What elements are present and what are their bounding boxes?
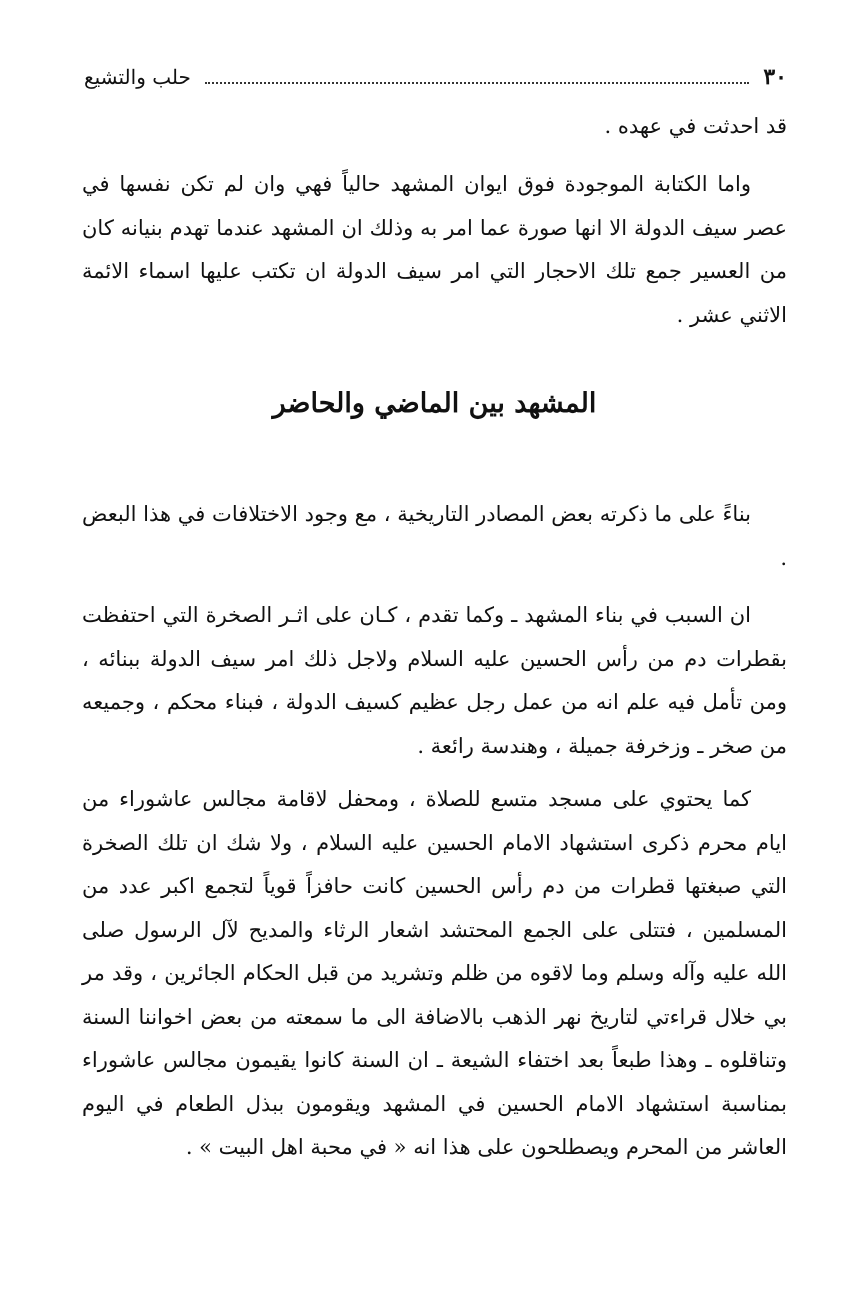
paragraph-inscription: واما الكتابة الموجودة فوق ايوان المشهد حالياً فهي وان لم تكن نفسها في عصر سيف الدولة الا انها صورة عما امر به وذلك ان المشهد عندما تهدم بنيانه كان من العسير جمع تلك الاحجار التي امر سيف الدولة ان تكتب عليها اسماء الائمة الاثني عشر . [82,172,787,327]
paragraph-reason: ان السبب في بناء المشهد ـ وكما تقدم ، كـان على اثـر الصخرة التي احتفظت بقطرات دم من رأس الحسين عليه السلام ولاجل ذلك امر سيف الدولة ببنائه ، ومن تأمل فيه علم انه من عمل رجل عظيم كسيف الدولة ، فبناء محكم ، وجميعه من صخر ـ وزخرفة جميلة ، وهندسة رائعة . [82,603,787,758]
dot-leader [205,82,750,84]
section-heading: المشهد بين الماضي والحاضر [272,388,597,419]
running-title: حلب والتشيع [84,65,191,89]
paragraph-continuation: قد احدثت في عهده . [604,114,787,138]
paragraph-ashura: كما يحتوي على مسجد متسع للصلاة ، ومحفل لاقامة مجالس عاشوراء من ايام محرم ذكرى استشهاد الامام الحسين عليه السلام ، ولا شك ان تلك الصخرة التي صبغتها قطرات من دم رأس الحسين كانت حافزاً قوياً لتجمع اكبر عدد من المسلمين ، فتتلى على الجمع المحتشد اشعار الرثاء والمديح لآل الرسول صلى الله عليه وآله وسلم وما لاقوه من ظلم وتشريد من قبل الحكام الجائرين ، وقد مر بي خلال قراءتي لتاريخ نهر الذهب بالاضافة الى ما سمعته من بعض اخواننا السنة وتناقلوه ـ وهذا طبعاً بعد اختفاء الشيعة ـ ان السنة كانوا يقيمون مجالس عاشوراء بمناسبة استشهاد الامام الحسين في المشهد ويقومون ببذل الطعام في اليوم العاشر من المحرم ويصطلحون على هذا انه « في محبة اهل البيت » . [82,787,787,1159]
running-head [84,62,787,92]
page-number: ٣٠ [763,64,787,90]
paragraph-sources: بناءً على ما ذكرته بعض المصادر التاريخية ، مع وجود الاختلافات في هذا البعض . [82,502,787,570]
